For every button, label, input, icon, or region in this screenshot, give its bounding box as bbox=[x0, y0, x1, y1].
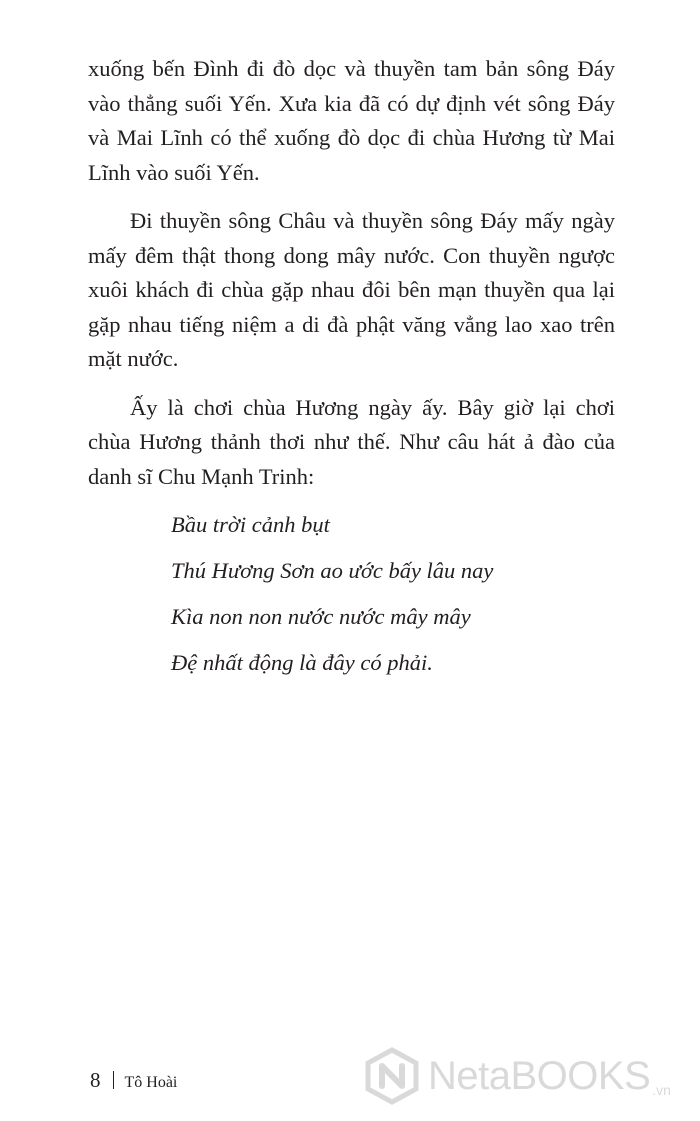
paragraph: Đi thuyền sông Châu và thuyền sông Đáy mấy ngày mấy đêm thật thong dong mây nước. Con thuyền ngược xuôi khách đi chùa gặp nhau đôi bên mạn thuyền qua lại gặp nhau tiếng niệm a di đà phật văng vẳng lao xao trên mặt nước. bbox=[88, 208, 615, 371]
paragraph: xuống bến Đình đi đò dọc và thuyền tam bản sông Đáy vào thẳng suối Yến. Xưa kia đã có dự định vét sông Đáy và Mai Lĩnh có thể xuống đò dọc đi chùa Hương từ Mai Lĩnh vào suối Yến. bbox=[88, 56, 615, 185]
page-number: 8 bbox=[90, 1068, 101, 1092]
verse-block bbox=[171, 508, 615, 692]
page-body bbox=[88, 52, 615, 692]
netabooks-watermark bbox=[362, 1046, 671, 1106]
verse-line: Thú Hương Sơn ao ước bấy lâu nay bbox=[171, 558, 494, 583]
author-name: Tô Hoài bbox=[124, 1074, 178, 1091]
verse-line: Đệ nhất động là đây có phải. bbox=[171, 650, 433, 675]
verse-line: Kìa non non nước nước mây mây bbox=[171, 604, 471, 629]
page-footer bbox=[90, 1068, 177, 1093]
footer-divider bbox=[113, 1071, 114, 1089]
watermark-suffix: .vn bbox=[652, 1082, 671, 1098]
watermark-text: NetaBOOKS bbox=[428, 1054, 651, 1098]
verse-line: Bầu trời cảnh bụt bbox=[171, 512, 330, 537]
paragraph: Ấy là chơi chùa Hương ngày ấy. Bây giờ lại chơi chùa Hương thảnh thơi như thế. Như câu hát ả đào của danh sĩ Chu Mạnh Trinh: bbox=[88, 394, 615, 489]
netabooks-logo-icon bbox=[362, 1046, 422, 1106]
